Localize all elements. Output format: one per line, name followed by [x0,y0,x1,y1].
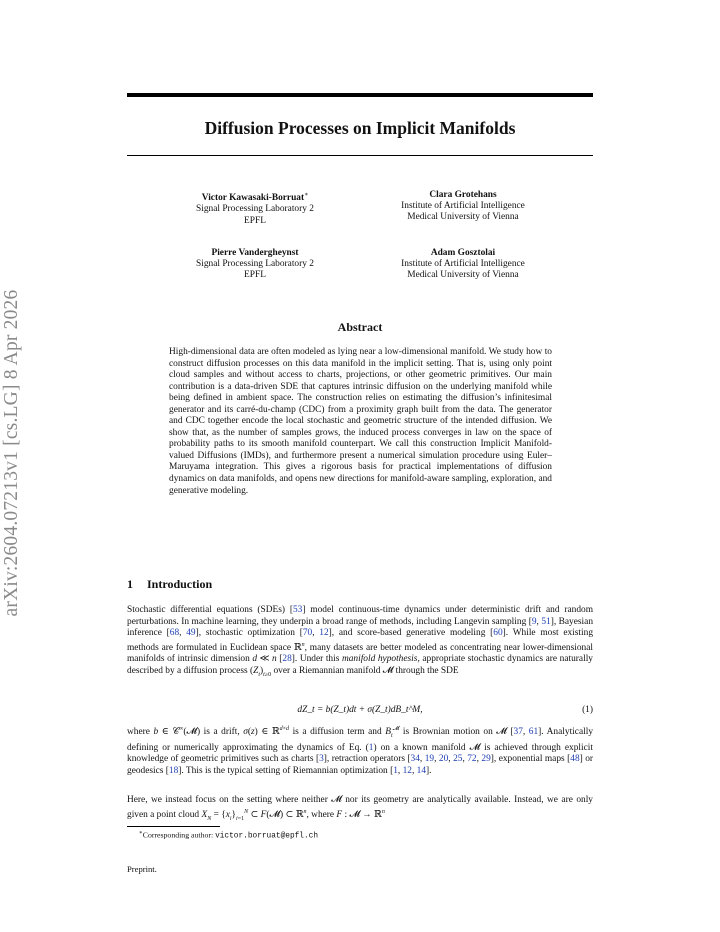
author-affiliation: Institute of Artificial Intelligence [401,201,525,212]
footnote-mark: ∗ [139,830,143,836]
title-top-rule [127,93,593,97]
author-block-2 [353,190,573,224]
author-name: Victor Kawasaki-Borruat [201,193,305,204]
author-affiliation: Signal Processing Laboratory 2 [196,259,314,270]
section-number: 1 [127,577,133,591]
author-name: Adam Gosztolai [430,248,496,258]
footnote [139,830,318,841]
equation-formula: dZ_t = b(Z_t)dt + σ(Z_t)dB_t^M, [297,705,423,715]
author-institution: Medical University of Vienna [407,270,519,281]
author-name: Pierre Vandergheynst [211,248,299,258]
author-institution: Medical University of Vienna [407,212,519,223]
author-block-1 [145,190,365,227]
author-institution: EPFL [244,215,266,226]
intro-paragraph-3: Here, we instead focus on the setting where neither 𝓜 nor its geometry are analytically available. Instead, we are only given a point cloud $X_N = \{x_i\}_{i=1}^N$ ⊂ F(𝓜) ⊂ ℝ$^n$, where F : 𝓜 → ℝ$^n$ [127,795,593,822]
author-name: Clara Grotehans [429,190,497,200]
author-mark: ∗ [304,192,309,198]
intro-paragraph-1: Stochastic differential equations (SDEs) [53] model continuous-time dynamics under deterministic drift and random perturbations. In machine learning, they underpin a broad range of methods, including Langevin sampling [9, 51], Bayesian inference [68, 49], stochastic optimization [70, 12], and score-based generative modeling [60]. While most existing methods are formulated in Euclidean space ℝ$^n$, many datasets are better modeled as concentrating near lower-dimensional manifolds of intrinsic dimension d ≪ n [28]. Under this manifold hypothesis, appropriate stochastic dynamics are naturally described by a diffusion process $(Z_t)_{t\ge 0}$ over a Riemannian manifold 𝓜 through the SDE [127,605,594,678]
footnote-label: Corresponding author: [142,830,216,840]
author-block-4 [353,248,573,282]
section-heading [127,577,212,592]
author-block-3 [145,248,365,282]
equation-1 [127,705,593,719]
intro-paragraph-2: where b ∈ 𝒞∞(𝓜) is a drift, σ(z) ∈ ℝ$^{d\times d}$ is a diffusion term and $B_t^𝓜$ is Brownian motion on 𝓜 [37, 61]. Analytically defining or numerically approximating the dynamics of Eq. (1) on a known manifold 𝓜 is achieved through explicit knowledge of geometric primitives such as charts [3], retraction operators [34, 19, 20, 25, 72, 29], exponential maps [48] or geodesics [18]. This is the typical setting of Riemannian optimization [1, 12, 14]. [127,726,594,776]
abstract-text: High-dimensional data are often modeled as lying near a low-dimensional manifold. We study how to construct diffusion processes on this data manifold in the implicit setting. That is, using only point cloud samples and without access to charts, projections, or other geometric primitives. Our main contribution is a data-driven SDE that captures intrinsic diffusion on the underlying manifold while being defined in ambient space. The construction relies on estimating the diffusion’s infinitesimal generator and its carré-du-champ (CDC) from a proximity graph built from the data. The generator and CDC together encode the local stochastic and geometric structure of the intended diffusion. We show that, as the number of samples grows, the induced process converges in law on the space of probability paths to its smooth manifold counterpart. We call this construction Implicit Manifold-valued Diffusions (IMDs), and furthermore present a numerical simulation procedure using Euler–Maruyama integration. This gives a rigorous basis for practical implementations of diffusion dynamics on data manifolds, and opens new directions for manifold-aware sampling, exploration, and generative modeling. [169,347,552,496]
venue-label: Preprint. [127,864,157,874]
author-institution: EPFL [244,270,266,281]
paper-title: Diffusion Processes on Implicit Manifolds [204,118,516,138]
author-affiliation: Signal Processing Laboratory 2 [196,204,314,215]
arxiv-stamp: arXiv:2604.07213v1 [cs.LG] 8 Apr 2026 [1,289,22,617]
footnote-rule [127,826,220,827]
footnote-email: victor.borruat@epfl.ch [215,832,319,841]
author-affiliation: Institute of Artificial Intelligence [401,259,525,270]
equation-number: (1) [582,705,593,715]
title-bottom-rule [127,155,593,156]
section-title: Introduction [147,577,213,591]
abstract-heading: Abstract [337,320,383,334]
